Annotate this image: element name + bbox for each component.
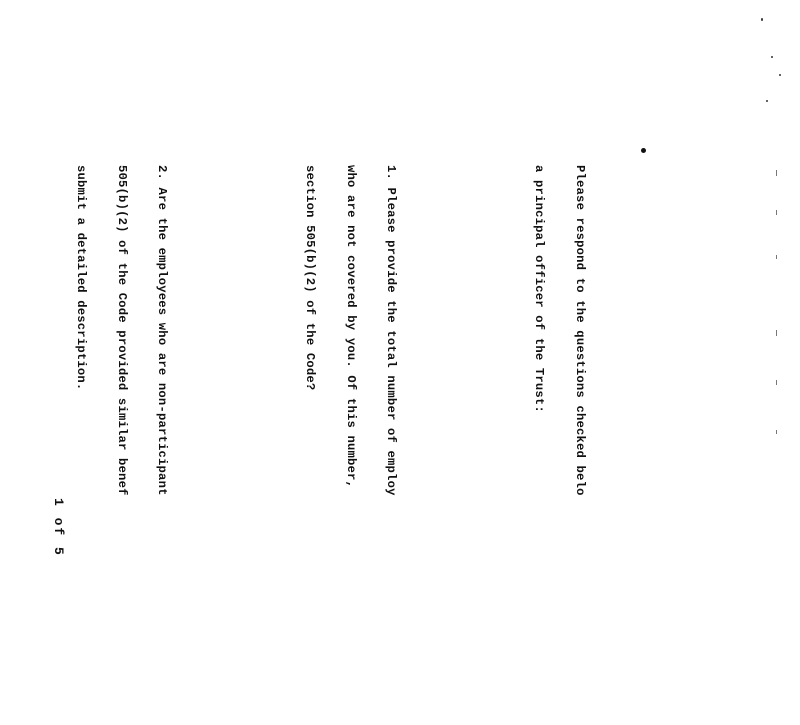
document-body	[74, 165, 640, 725]
text-line: 1. Please provide the total number of employ	[384, 165, 399, 496]
text-line: section 505(b)(2) of the Code?	[303, 165, 318, 391]
question-item-2	[47, 165, 196, 725]
scan-mark	[776, 430, 777, 434]
scan-speck	[761, 18, 763, 21]
page-number: 1 of 5	[51, 498, 66, 557]
scan-speck	[779, 74, 781, 76]
text-line: Please respond to the questions checked belo	[573, 165, 587, 496]
check-bullet-icon	[641, 148, 646, 153]
scan-mark	[776, 255, 777, 259]
question-item-1	[276, 165, 425, 725]
text-line: 2. Are the employees who are non-participant	[155, 165, 170, 496]
scan-mark	[776, 170, 777, 176]
scan-mark	[776, 330, 777, 336]
scan-mark	[776, 210, 777, 215]
text-line: submit a detailed description.	[74, 165, 89, 391]
intro-paragraph	[505, 165, 613, 725]
scan-mark	[776, 380, 777, 385]
text-line: who are not covered by you. Of this number,	[344, 165, 358, 489]
scan-speck	[771, 56, 773, 58]
text-line: 505(b)(2) of the Code provided similar benef	[115, 165, 129, 496]
scan-speck	[766, 100, 768, 102]
text-line: a principal officer of the Trust:	[532, 165, 547, 413]
